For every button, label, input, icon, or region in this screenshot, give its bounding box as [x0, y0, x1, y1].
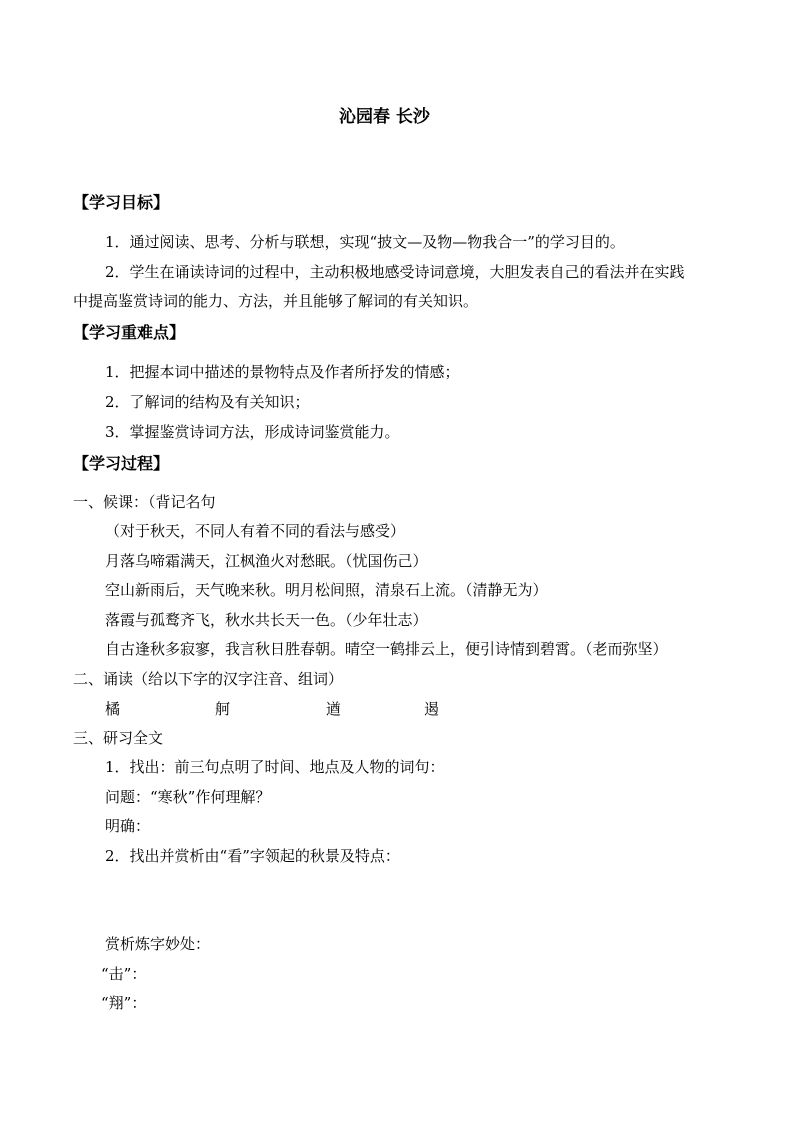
- section-heading-goals: 【学习目标】: [73, 193, 170, 212]
- keypoint-item-2: 2．了解词的结构及有关知识；: [105, 393, 310, 411]
- process-part1-line-1: （对于秋天，不同人有着不同的看法与感受）: [105, 522, 406, 540]
- process-part1-line-3: 空山新雨后，天气晚来秋。明月松间照，清泉石上流。（清静无为）: [105, 581, 548, 599]
- goal-item-2: 2．学生在诵读诗词的过程中，主动积极地感受诗词意境，大胆发表自己的看法并在实践: [105, 263, 685, 281]
- appreciate-item-2: “翔”：: [101, 994, 147, 1012]
- pronounce-char-4: 遏: [424, 700, 440, 718]
- process-part3-line-1: 1．找出：前三句点明了时间、地点及人物的词句：: [105, 758, 445, 776]
- process-part3-title: 三、研习全文: [73, 729, 164, 747]
- process-part1-title: 一、候课：（背记名句: [73, 493, 216, 511]
- section-heading-keypoints: 【学习重难点】: [73, 323, 186, 342]
- appreciate-heading: 赏析炼字妙处：: [105, 935, 211, 953]
- keypoint-item-1: 1．把握本词中描述的景物特点及作者所抒发的情感；: [105, 363, 460, 381]
- process-part3-line-3: 明确：: [105, 817, 151, 835]
- process-part3-line-2: 问题：“寒秋”作何理解？: [105, 788, 271, 806]
- section-heading-process: 【学习过程】: [73, 454, 170, 473]
- process-part1-line-5: 自古逢秋多寂寥，我言秋日胜春朝。晴空一鹤排云上，便引诗情到碧霄。（老而弥坚）: [105, 640, 668, 658]
- pronounce-char-3: 遒: [326, 700, 342, 718]
- keypoint-item-3: 3．掌握鉴赏诗词方法，形成诗词鉴赏能力。: [105, 423, 400, 441]
- process-part1-line-4: 落霞与孤鹜齐飞，秋水共长天一色。（少年壮志）: [105, 611, 428, 629]
- process-part3-line-4: 2．找出并赏析由“看”字领起的秋景及特点：: [105, 847, 400, 865]
- pronounce-char-1: 橘: [105, 700, 121, 718]
- pronounce-char-2: 舸: [215, 700, 231, 718]
- goal-item-1: 1．通过阅读、思考、分析与联想，实现“披文—及物—物我合一”的学习目的。: [105, 233, 625, 251]
- process-part2-title: 二、诵读（给以下字的汉字注音、组词）: [73, 670, 344, 688]
- process-part1-line-2: 月落乌啼霜满天，江枫渔火对愁眠。（忧国伤己）: [105, 552, 428, 570]
- goal-item-2-cont: 中提高鉴赏诗词的能力、方法，并且能够了解词的有关知识。: [73, 292, 479, 310]
- appreciate-item-1: “击”：: [101, 965, 147, 983]
- page-title: 沁园春 长沙: [339, 107, 430, 127]
